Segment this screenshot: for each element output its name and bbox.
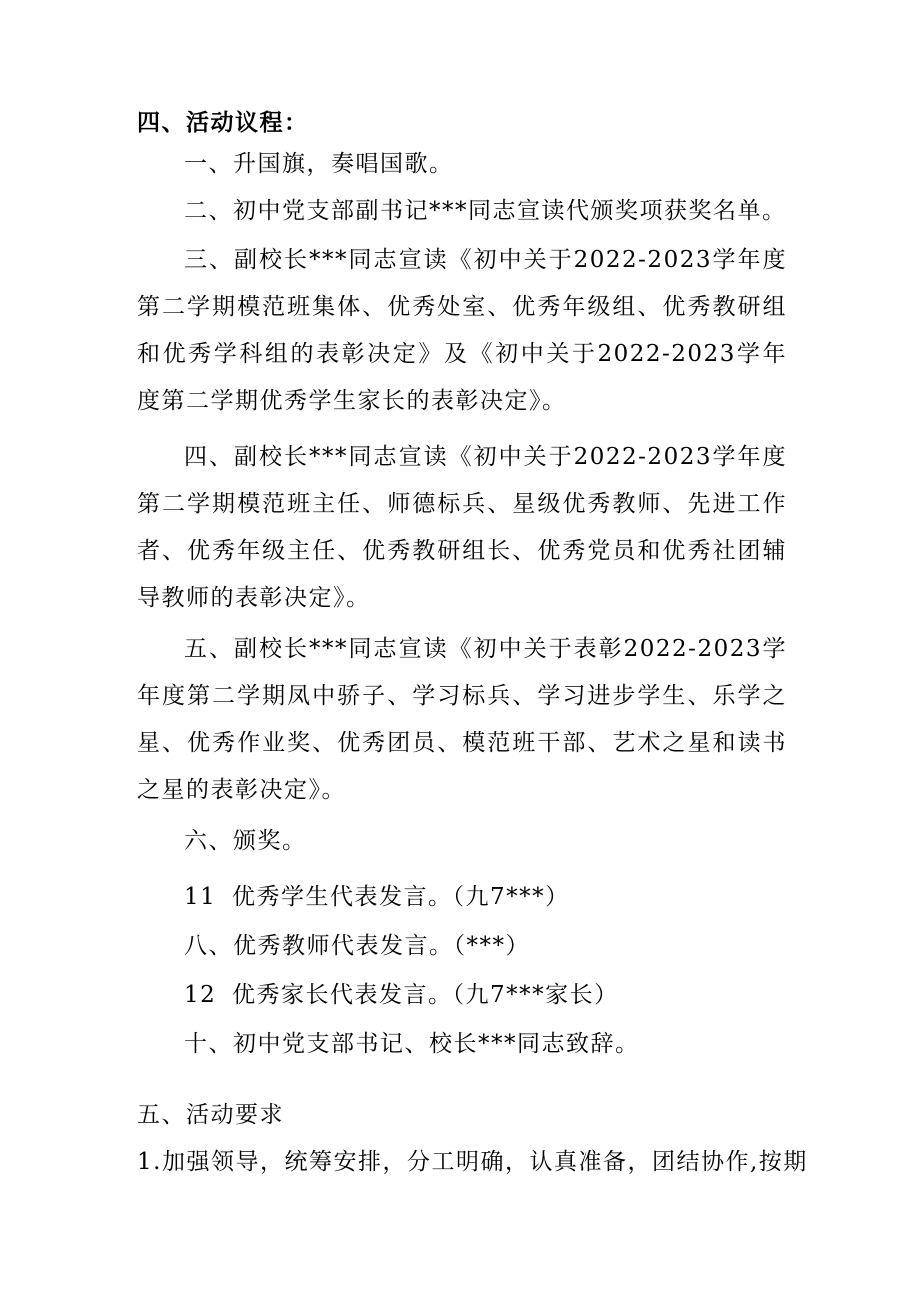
agenda-item-10: 十、初中党支部书记、校长***同志致辞。 [184,1031,640,1057]
agenda-item-3: 三、副校长***同志宣读《初中关于2022-2023学年度第二学期模范班集体、优秀处室、优秀年级组、优秀教研组和优秀学科组的表彰决定》及《初中关于2022-2023学年度第二学期优秀学生家长的表彰决定》。 [137,247,787,414]
agenda-item-6: 六、颁奖。 [184,828,307,854]
agenda-item-1: 一、升国旗，奏唱国歌。 [184,151,454,177]
agenda-item-7-number: 11 [184,884,217,910]
agenda-item-4: 四、副校长***同志宣读《初中关于2022-2023学年度第二学期模范班主任、师德标兵、星级优秀教师、先进工作者、优秀年级主任、优秀教研组长、优秀党员和优秀社团辅导教师的表彰决定》。 [137,444,787,611]
agenda-item-9-number: 12 [184,982,217,1008]
agenda-item-9 [137,976,619,1009]
agenda-item-7 [137,878,570,911]
requirement-item-1: 1.加强领导，统筹安排，分工明确，认真准备，团结协作,按期 [137,1149,808,1175]
agenda-item-8: 八、优秀教师代表发言。（***） [184,933,530,959]
agenda-item-5: 五、副校长***同志宣读《初中关于表彰2022-2023学年度第二学期凤中骄子、学习标兵、学习进步学生、乐学之星、优秀作业奖、优秀团员、模范班干部、艺术之星和读书之星的表彰决定》。 [137,636,787,803]
section-5-title: 五、活动要求 [137,1102,284,1128]
agenda-item-9-text: 优秀家长代表发言。（九7***家长） [232,982,619,1008]
agenda-item-2: 二、初中党支部副书记***同志宣读代颁奖项获奖名单。 [184,198,787,224]
section-4-title: 四、活动议程： [137,110,309,136]
agenda-item-7-text: 优秀学生代表发言。（九7***） [232,884,570,910]
